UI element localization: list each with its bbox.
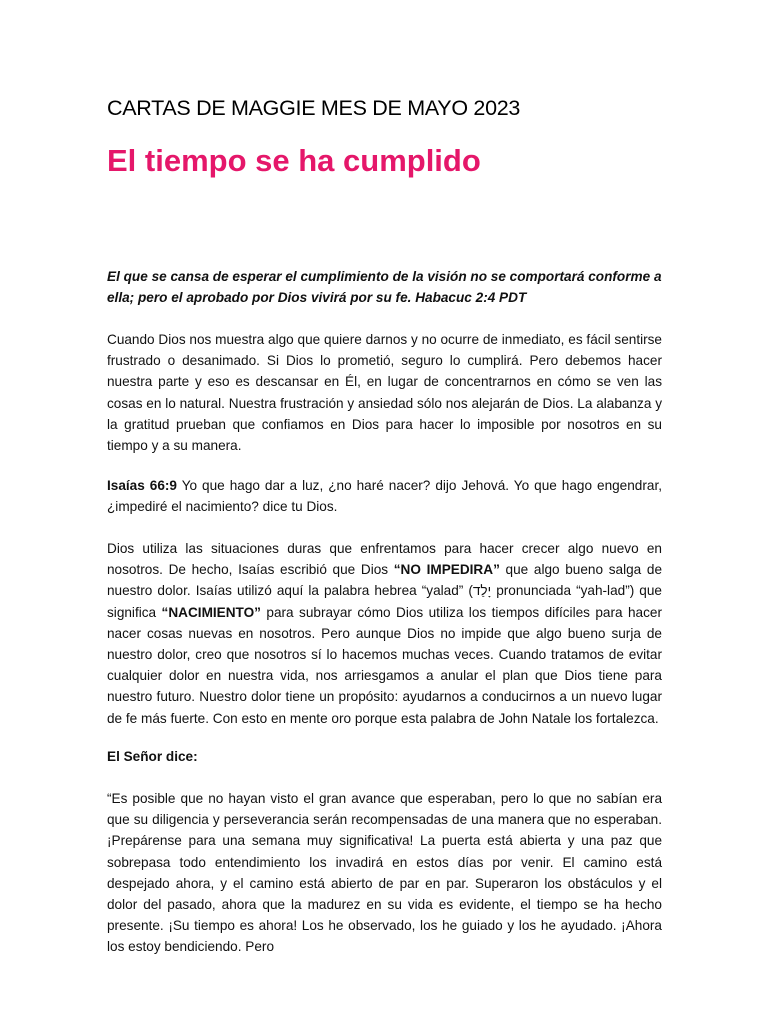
explanation-bold-1: “NO IMPEDIRA” bbox=[393, 562, 500, 578]
paragraph-lord-says: El Señor dice: bbox=[107, 749, 198, 764]
paragraph-explanation bbox=[107, 538, 662, 729]
explanation-bold-2: “NACIMIENTO” bbox=[161, 604, 261, 620]
explanation-part-1: Dios utiliza las situaciones duras que enfrentamos para hacer crecer algo nuevo en nosotros. De hecho, Isaías escribió que Dios bbox=[107, 541, 662, 578]
scripture-reference: Isaías 66:9 bbox=[107, 478, 177, 493]
paragraph-prophecy: “Es posible que no hayan visto el gran avance que esperaban, pero lo que no sabían era que su diligencia y perseverancia serán recompensadas de una manera que no esperaban. ¡Prepárense para una semana muy significativa! La puerta está abierta y una paz que sobrepasa todo entendimiento los invadirá en estos días por venir. El camino está despejado ahora, y el camino está abierto de par en par. Superaron los obstáculos y el dolor del pasado, ahora que la madurez en su vida es evidente, el tiempo se ha hecho presente. ¡Su tiempo es ahora! Los he observado, los he guiado y los he ayudado. ¡Ahora los estoy bendiciendo. Pero bbox=[107, 791, 662, 955]
document-title: El tiempo se ha cumplido bbox=[107, 143, 481, 178]
paragraph-intro: Cuando Dios nos muestra algo que quiere darnos y no ocurre de inmediato, es fácil sentirse frustrado o desanimado. Si Dios lo prometió, seguro lo cumplirá. Pero debemos hacer nuestra parte y eso es descansar en Él, en lugar de concentrarnos en cómo se ven las cosas en lo natural. Nuestra frustración y ansiedad sólo nos alejarán de Dios. La alabanza y la gratitud prueban que confiamos en Dios para hacer lo imposible por nosotros en su tiempo y a su manera. bbox=[107, 332, 662, 454]
scripture-text: Yo que hago dar a luz, ¿no haré nacer? dijo Jehová. Yo que hago engendrar, ¿impediré el nacimiento? dice tu Dios. bbox=[107, 478, 663, 515]
document-header: CARTAS DE MAGGIE MES DE MAYO 2023 bbox=[107, 96, 521, 120]
explanation-part-2: que algo bueno salga de nuestro dolor. Isaías utilizó aquí la palabra hebrea “yalad” (יָלַד pronunciada “yah-lad”) que significa bbox=[107, 562, 663, 620]
explanation-part-3: para subrayar cómo Dios utiliza los tiempos difíciles para hacer nacer cosas nuevas en nosotros. Pero aunque Dios no impide que algo bueno surja de nuestro dolor, creo que nosotros sí lo hacemos muchas veces. Cuando tratamos de evitar cualquier dolor en nuestra vida, nos arriesgamos a anular el plan que Dios tiene para nuestro futuro. Nuestro dolor tiene un propósito: ayudarnos a conducirnos a un nuevo lugar de fe más fuerte. Con esto en mente oro porque esta palabra de John Natale los fortalezca. bbox=[107, 604, 663, 726]
paragraph-scripture bbox=[107, 475, 662, 517]
epigraph-quote: El que se cansa de esperar el cumplimiento de la visión no se comportará conforme a ella; pero el aprobado por Dios vivirá por su fe. Habacuc 2:4 PDT bbox=[107, 269, 662, 306]
